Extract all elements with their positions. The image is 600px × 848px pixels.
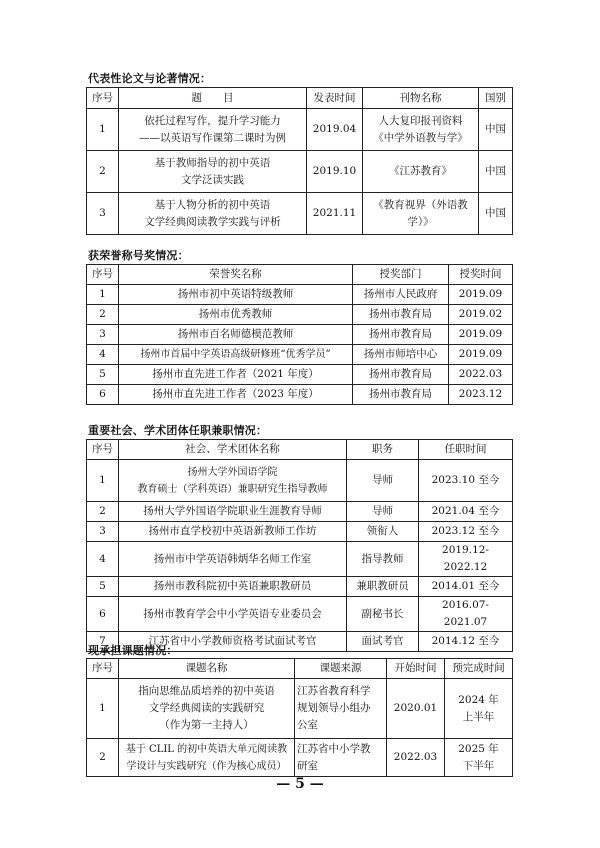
header-cell: 社会、学术团体名称 [119,440,347,460]
cell-country: 中国 [479,109,513,151]
cell-name: 扬州市优秀教师 [119,305,353,325]
cell-role: 副秘书长 [347,597,419,632]
cell-no: 1 [87,109,119,151]
table-row [87,193,513,235]
cell-no: 2 [87,305,119,325]
table-row [87,542,513,577]
table-row [87,577,513,597]
cell-start: 2020.01 [387,679,445,739]
table-row [87,597,513,632]
table-header-row [87,265,513,285]
cell-no: 4 [87,345,119,365]
cell-no: 3 [87,325,119,345]
cell-dept: 扬州市师培中心 [353,345,449,365]
cell-journal: 《教育视界（外语教学）》 [363,193,479,235]
cell-role: 面试考官 [347,632,419,652]
cell-org: 扬州市教育学会中小学英语专业委员会 [119,597,347,632]
cell-date: 2019.12-2022.12 [419,542,513,577]
cell-name: 扬州市直先进工作者（2023 年度） [119,385,353,405]
cell-dept: 扬州市人民政府 [353,285,449,305]
cell-date: 2019.09 [449,345,513,365]
cell-end: 2025 年 下半年 [445,739,513,777]
cell-dept: 扬州市教育局 [353,325,449,345]
cell-no: 1 [87,679,119,739]
cell-role: 指导教师 [347,542,419,577]
cell-date: 2019.02 [449,305,513,325]
table-row [87,151,513,193]
table-header-row [87,440,513,460]
header-cell: 开始时间 [387,659,445,679]
cell-title: 依托过程写作，提升学习能力 ——以英语写作课第二课时为例 [119,109,307,151]
table-row [87,522,513,542]
cell-no: 3 [87,193,119,235]
cell-org: 江苏省中小学教师资格考试面试考官 [119,632,347,652]
cell-no: 5 [87,365,119,385]
header-cell: 课题名称 [119,659,295,679]
cell-journal: 《江苏教育》 [363,151,479,193]
header-cell: 刊物名称 [363,88,479,109]
cell-journal: 人大复印报刊资料 《中学外语教与学》 [363,109,479,151]
section-title-honors: 获荣誉称号奖情况： [88,249,189,262]
header-cell: 国别 [479,88,513,109]
cell-date: 2014.01 至今 [419,577,513,597]
cell-no: 1 [87,285,119,305]
section-title-roles: 重要社会、学术团体任职兼职情况： [88,424,268,437]
cell-name: 基于 CLIL 的初中英语大单元阅读教 学设计与实践研究（作为核心成员） [119,739,295,777]
table-row [87,385,513,405]
honors-table [86,264,513,405]
cell-date: 2022.03 [449,365,513,385]
cell-date: 2019.09 [449,325,513,345]
cell-date: 2019.09 [449,285,513,305]
cell-title: 基于教师指导的初中英语 文学泛读实践 [119,151,307,193]
table-header-row [87,659,513,679]
table-row [87,365,513,385]
cell-end: 2024 年 上半年 [445,679,513,739]
header-cell: 授奖部门 [353,265,449,285]
table-row [87,285,513,305]
section-title-projects: 现承担课题情况： [88,644,178,657]
cell-source: 江苏省教育科学 规划领导小组办 公室 [295,679,387,739]
section-title-papers: 代表性论文与论著情况： [88,72,212,85]
table-row [87,502,513,522]
cell-date: 2021.04 至今 [419,502,513,522]
cell-date: 2014.12 至今 [419,632,513,652]
page-number: — 5 — [276,776,324,792]
cell-name: 指向思维品质培养的初中英语 文学经典阅读的实践研究 （作为第一主持人） [119,679,295,739]
cell-no: 6 [87,385,119,405]
cell-role: 导师 [347,502,419,522]
table-header-row [87,88,513,109]
header-cell: 序号 [87,440,119,460]
cell-country: 中国 [479,193,513,235]
header-cell: 任职时间 [419,440,513,460]
header-cell: 题 目 [119,88,307,109]
table-row [87,460,513,502]
cell-date: 2019.10 [307,151,363,193]
header-cell: 发表时间 [307,88,363,109]
papers-table [86,87,513,235]
cell-no: 2 [87,502,119,522]
cell-name: 扬州市初中英语特级教师 [119,285,353,305]
header-cell: 序号 [87,265,119,285]
cell-org: 扬州市中学英语韩炳华名师工作室 [119,542,347,577]
cell-no: 2 [87,739,119,777]
cell-date: 2023.10 至今 [419,460,513,502]
cell-role: 领衔人 [347,522,419,542]
projects-table [86,658,513,777]
header-cell: 荣誉奖名称 [119,265,353,285]
cell-title: 基于人物分析的初中英语 文学经典阅读教学实践与评析 [119,193,307,235]
cell-org: 扬州大学外国语学院 教育硕士（学科英语）兼职研究生指导教师 [119,460,347,502]
cell-no: 7 [87,632,119,652]
roles-table [86,439,513,652]
cell-no: 5 [87,577,119,597]
cell-start: 2022.03 [387,739,445,777]
table-row [87,109,513,151]
header-cell: 序号 [87,659,119,679]
cell-date: 2016.07-2021.07 [419,597,513,632]
table-row [87,739,513,777]
cell-no: 6 [87,597,119,632]
cell-dept: 扬州市教育局 [353,305,449,325]
cell-name: 扬州市百名师德模范教师 [119,325,353,345]
table-row [87,305,513,325]
cell-country: 中国 [479,151,513,193]
cell-date: 2023.12 [449,385,513,405]
cell-dept: 扬州市教育局 [353,385,449,405]
cell-name: 扬州市直先进工作者（2021 年度） [119,365,353,385]
cell-no: 3 [87,522,119,542]
header-cell: 课题来源 [295,659,387,679]
cell-no: 2 [87,151,119,193]
cell-role: 兼职教研员 [347,577,419,597]
cell-dept: 扬州市教育局 [353,365,449,385]
table-row [87,325,513,345]
cell-date: 2019.04 [307,109,363,151]
header-cell: 预完成时间 [445,659,513,679]
cell-no: 4 [87,542,119,577]
cell-source: 江苏省中小学教 研室 [295,739,387,777]
cell-org: 扬州市直学校初中英语新教师工作坊 [119,522,347,542]
cell-role: 导师 [347,460,419,502]
cell-date: 2023.12 至今 [419,522,513,542]
header-cell: 职务 [347,440,419,460]
cell-no: 1 [87,460,119,502]
table-row [87,345,513,365]
table-row [87,679,513,739]
cell-org: 扬州市教科院初中英语兼职教研员 [119,577,347,597]
cell-date: 2021.11 [307,193,363,235]
header-cell: 序号 [87,88,119,109]
header-cell: 授奖时间 [449,265,513,285]
cell-org: 扬州大学外国语学院职业生涯教育导师 [119,502,347,522]
cell-name: 扬州市首届中学英语高级研修班“优秀学员” [119,345,353,365]
